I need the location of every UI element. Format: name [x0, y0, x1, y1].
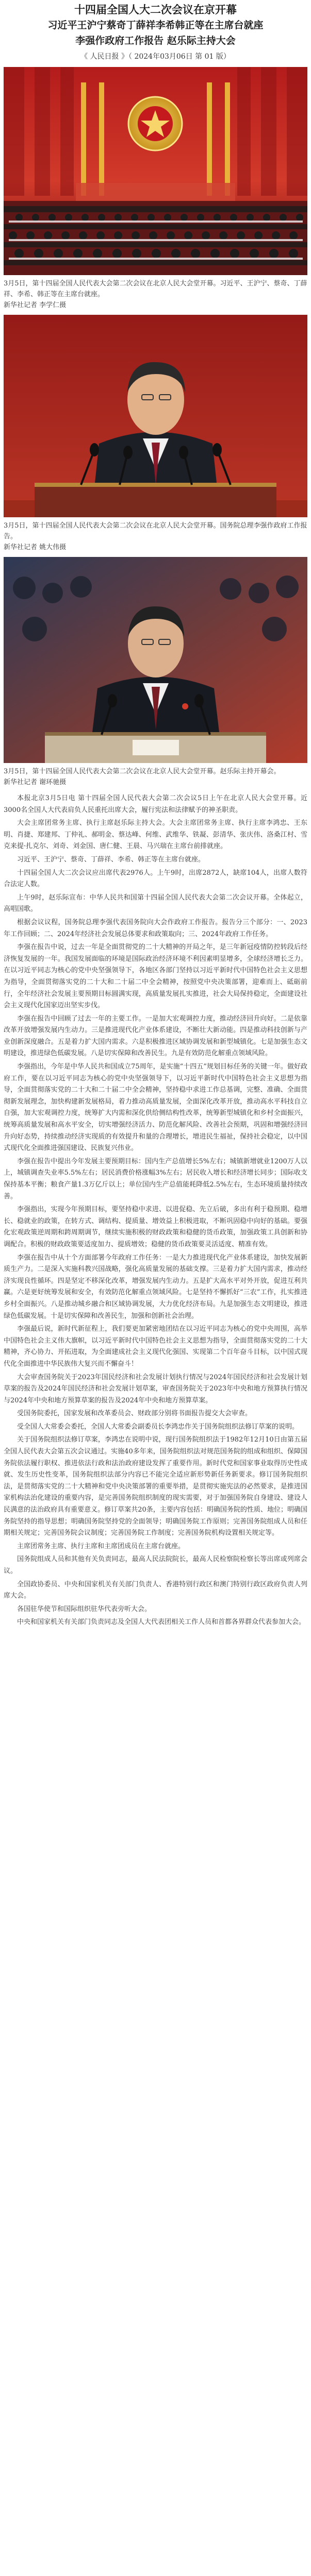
speaker-image-1 — [4, 315, 307, 517]
caption-text: 3月5日，第十四届全国人民代表大会第二次会议在北京人民大会堂开幕。习近平、王沪宁、蔡奇、丁薛祥、李希、韩正等在主席台就座。 — [4, 280, 307, 298]
subheadline-1: 习近平王沪宁蔡奇丁薛祥李希韩正等在主席台就座 — [47, 20, 264, 31]
article-paragraph: 受全国人大常委会委托，全国人大常委会副委员长李鸿忠作关于国务院组织法修订草案的说明。 — [17, 1422, 299, 1431]
article-paragraph: 大会主席团常务主席、执行主席赵乐际主持大会。大会主席团常务主席、执行主席李鸿忠、王东明、肖捷、郑建邦、丁仲礼、郝明金、蔡达峰、何维、武维华、铁凝、彭清华、张庆伟、洛桑江村、雪克来提·扎克尔、刘奇、刘金国、唐仁健、王晨、马兴瑞在主席台前排就座。 — [4, 819, 307, 851]
article-paragraph: 习近平、王沪宁、蔡奇、丁薛祥、李希、韩正等在主席台就座。 — [17, 855, 205, 863]
photo-hall — [4, 67, 307, 275]
photo-credit: 新华社记者 姚大伟摄 — [4, 544, 67, 551]
photo-caption-1 — [4, 278, 307, 311]
delegate-badge-icon — [182, 703, 188, 709]
article-paragraph: 李强在报告中说，过去一年是全面贯彻党的二十大精神的开局之年，是三年新冠疫情防控转段后经济恢复发展的一年。我国发展面临的环境是国际政治经济环境不利因素明显增多，全球经济增长乏力。在以习近平同志为核心的党中央坚强领导下，各地区各部门坚持以习近平新时代中国特色社会主义思想为指导，全面贯彻落实党的二十大和二十届二中全会精神，按照党中央决策部署，迎难而上、砥砺前行，全年经济社会发展主要预期目标圆满实现，高质量发展扎实推进，社会大局保持稳定，全面建设社会主义现代化国家迈出坚实步伐。 — [4, 943, 307, 1010]
article-paragraph: 主席团常务主席、执行主席和主席团成员在主席台就座。 — [17, 1542, 185, 1550]
photo-speaker-2 — [4, 557, 307, 763]
article-paragraph: 李强在报告中回顾了过去一年的主要工作。一是加大宏观调控力度，推动经济回升向好。二是依靠改革开放增强发展内生动力。三是推进现代化产业体系建设，不断壮大新动能。四是推动科技创新与产业创新深度融合。五是着力扩大国内需求。六是积极推进区域协调发展和新型城镇化。七是加强生态文明建设，推进绿色低碳发展。八是切实保障和改善民生。九是有效防范化解重点领域风险。 — [4, 1014, 307, 1058]
article-paragraph: 李强指出，今年是中华人民共和国成立75周年，是实施“十四五”规划目标任务的关键一年。做好政府工作，要在以习近平同志为核心的党中央坚强领导下，以习近平新时代中国特色社会主义思想为指导，全面贯彻落实党的二十大和二十届二中全会精神，坚持稳中求进工作总基调，完整、准确、全面贯彻新发展理念，加快构建新发展格局，着力推动高质量发展，全面深化改革开放，推动高水平科技自立自强，加大宏观调控力度，统筹扩大内需和深化供给侧结构性改革，统筹新型城镇化和乡村全面振兴，统筹高质量发展和高水平安全，切实增强经济活力、防范化解风险、改善社会预期，巩固和增强经济回升向好态势，持续推动经济实现质的有效提升和量的合理增长，增进民生福祉，保持社会稳定，以中国式现代化全面推进强国建设、民族复兴伟业。 — [4, 1063, 307, 1153]
source-line: 《 人民日报 》（ 2024年03月06日 第 01 版） — [80, 53, 231, 61]
article-paragraph: 各国驻华使节和国际组织驻华代表旁听大会。 — [17, 1605, 152, 1613]
article-paragraph: 全国政协委员、中央和国家机关有关部门负责人、香港特别行政区和澳门特别行政区政府负责人列席大会。 — [4, 1580, 307, 1600]
photo-caption-3 — [4, 766, 307, 788]
photo-credit: 新华社记者 李学仁摄 — [4, 301, 67, 309]
article-paragraph: 本报北京3月5日电 第十四届全国人民代表大会第二次会议5日上午在北京人民大会堂开幕。近3000名全国人大代表肩负人民重托出席大会，履行宪法和法律赋予的神圣职责。 — [4, 794, 307, 814]
article-paragraph: 根据会议议程，国务院总理李强代表国务院向大会作政府工作报告。报告分三个部分：一、2023年工作回顾；二、2024年经济社会发展总体要求和政策取向；三、2024年政府工作任务。 — [4, 918, 307, 938]
article-paragraph: 李强指出，实现今年预期目标，要坚持稳中求进、以进促稳、先立后破，多出有利于稳预期、稳增长、稳就业的政策，在转方式、调结构、提质量、增效益上积极进取，不断巩固稳中向好的基础。要强化宏观政策逆周期和跨周期调节，继续实施积极的财政政策和稳健的货币政策，加强政策工具创新和协调配合。积极的财政政策要适度加力、提质增效；稳健的货币政策要灵活适度、精准有效。 — [4, 1206, 307, 1248]
article-paragraph: 李强最后说，新时代新征程上，我们要更加紧密地团结在以习近平同志为核心的党中央周围，高举中国特色社会主义伟大旗帜，以习近平新时代中国特色社会主义思想为指导，全面贯彻落实党的二十大精神，齐心协力、开拓进取，为全面建成社会主义现代化强国、实现第二个百年奋斗目标，以中国式现代化全面推进中华民族伟大复兴而不懈奋斗！ — [4, 1325, 307, 1368]
article-paragraph: 受国务院委托，国家发展和改革委员会、财政部分别将书面报告提交大会审查。 — [17, 1410, 252, 1418]
article-paragraph: 李强在报告中从十个方面部署今年政府工作任务：一是大力推进现代化产业体系建设，加快发展新质生产力。二是深入实施科教兴国战略，强化高质量发展的基础支撑。三是着力扩大国内需求，推动经济实现良性循环。四是坚定不移深化改革，增强发展内生动力。五是扩大高水平对外开放，促进互利共赢。六是更好统筹发展和安全，有效防范化解重点领域风险。七是坚持不懈抓好“三农”工作，扎实推进乡村全面振兴。八是推动城乡融合和区域协调发展，大力优化经济布局。九是加强生态文明建设，推进绿色低碳发展。十是切实保障和改善民生，加强和创新社会治理。 — [4, 1253, 307, 1320]
article-paragraph: 关于国务院组织法修订草案，李鸿忠在说明中说，现行国务院组织法于1982年12月10日由第五届全国人民代表大会第五次会议通过。实施40多年来，国务院组织法对规范国务院的组成和组织、保障国务院依法履行职权、推进依法行政和法治政府建设发挥了重要作用。新时代党和国家事业取得历史性成就、发生历史性变革，国务院组织法部分内容已不能完全适应新形势新任务新要求。修订国务院组织法，是贯彻落实党的二十大精神和党中央决策部署的重要举措，是贯彻实施宪法的必然要求，是推进国家机构法治化建设的重要内容，是完善国务院组织制度的现实需要，对于加强国务院自身建设、建设人民满意的法治政府具有重要意义。修订草案共20条，主要内容包括：明确国务院的性质、地位；明确国务院坚持的指导思想；明确国务院坚持党的全面领导；明确国务院工作原则；完善国务院组成人员和任期相关规定；完善国务院会议制度；完善国务院工作制度；完善国务院机构设置相关规定等。 — [4, 1436, 307, 1537]
article-paragraph: 中央和国家机关有关部门负责同志及全国人大代表团相关工作人员和首都各界群众代表参加大会。 — [17, 1618, 306, 1626]
article-paragraph: 李强在报告中提出今年发展主要预期目标：国内生产总值增长5%左右；城镇新增就业1200万人以上，城镇调查失业率5.5%左右；居民消费价格涨幅3%左右；居民收入增长和经济增长同步；国际收支保持基本平衡；粮食产量1.3万亿斤以上；单位国内生产总值能耗降低2.5%左右，生态环境质量持续改善。 — [4, 1157, 307, 1200]
subheadline-2: 李强作政府工作报告 赵乐际主持大会 — [75, 35, 236, 46]
speaker-image-2 — [4, 557, 307, 763]
article-paragraph: 上午9时，赵乐际宣布：中华人民共和国第十四届全国人民代表大会第二次会议开幕。全体起立，高唱国歌。 — [4, 893, 307, 913]
microphone-icon — [90, 443, 99, 456]
microphone-icon — [194, 694, 204, 707]
caption-text: 3月5日，第十四届全国人民代表大会第二次会议在北京人民大会堂开幕。国务院总理李强作政府工作报告。 — [4, 522, 307, 540]
hall-image — [4, 67, 307, 275]
microphone-icon — [212, 443, 222, 456]
article-body — [4, 793, 307, 1629]
photo-caption-2 — [4, 520, 307, 553]
microphone-icon — [123, 446, 133, 459]
photo-credit: 新华社记者 谢环驰摄 — [4, 778, 67, 786]
headline: 十四届全国人大二次会议在京开幕 — [74, 3, 237, 16]
article-paragraph: 国务院组成人员和其他有关负责同志，最高人民法院院长，最高人民检察院检察长等出席或列席会议。 — [4, 1555, 307, 1575]
photo-speaker-1 — [4, 315, 307, 517]
microphone-icon — [108, 694, 117, 707]
caption-text: 3月5日，第十四届全国人民代表大会第二次会议在北京人民大会堂开幕。赵乐际主持开幕会。 — [4, 768, 281, 775]
article-paragraph: 十四届全国人大二次会议应出席代表2976人。上午9时，出席2872人，缺席104人，出席人数符合法定人数。 — [4, 869, 307, 889]
microphone-icon — [179, 446, 188, 459]
article-paragraph: 大会审查国务院关于2023年国民经济和社会发展计划执行情况与2024年国民经济和社会发展计划草案的报告及2024年国民经济和社会发展计划草案，审查国务院关于2023年中央和地方预算执行情况与2024年中央和地方预算草案的报告及2024年中央和地方预算草案。 — [4, 1373, 307, 1404]
